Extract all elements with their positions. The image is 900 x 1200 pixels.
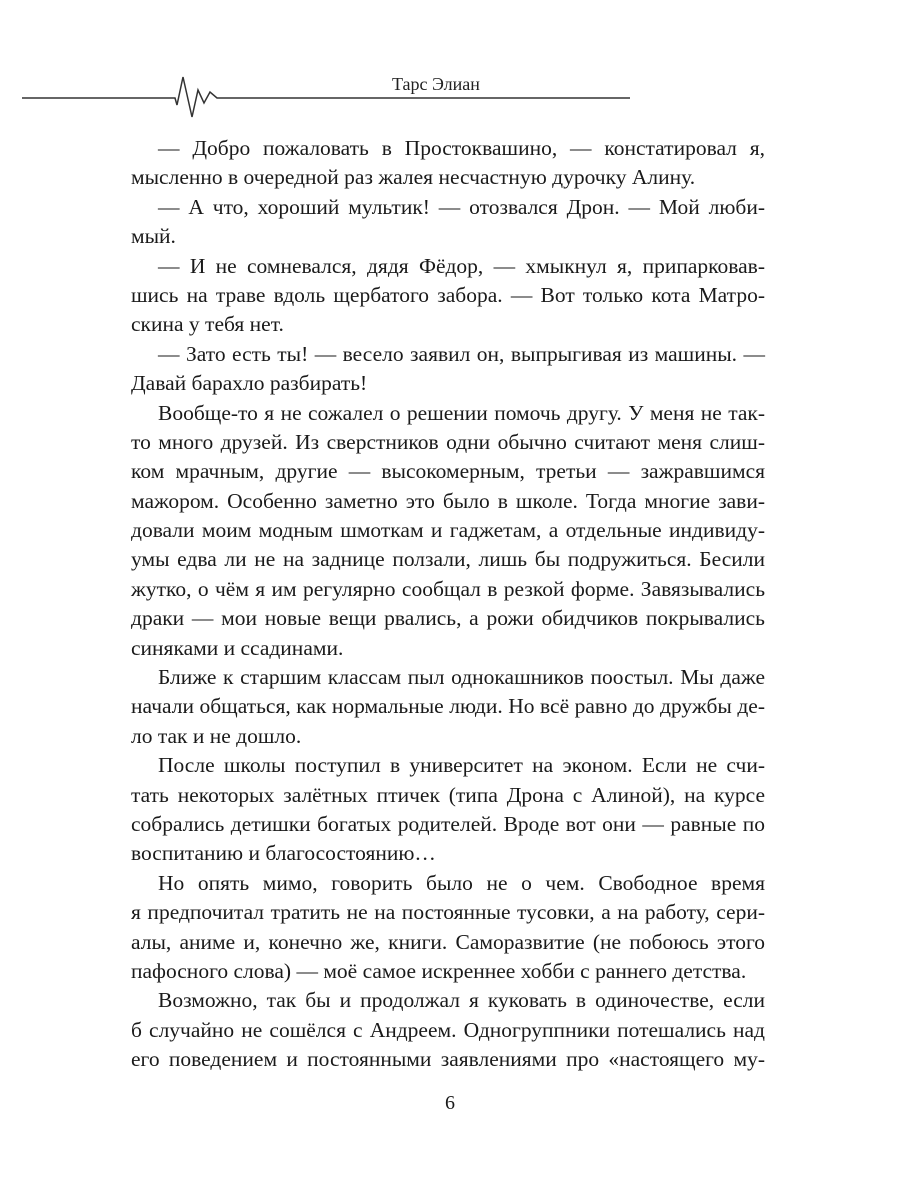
text-line: ком мрачным, другие — высокомерным, третьи — зажравшимся xyxy=(131,459,765,484)
text-line: жутко, о чём я им регулярно сообщал в резкой форме. Завязывались xyxy=(131,576,765,601)
text-line: начали общаться, как нормальные люди. Но всё равно до дружбы де- xyxy=(131,694,765,719)
text-line: его поведением и постоянными заявлениями про «настоящего му- xyxy=(131,1047,765,1072)
text-line: мысленно в очередной раз жалея несчастную дурочку Алину. xyxy=(131,165,696,190)
text-line: — А что, хороший мультик! — отозвался Дрон. — Мой люби- xyxy=(158,194,765,219)
text-line: воспитанию и благосостоянию… xyxy=(131,841,436,866)
running-head-author: Тарс Элиан xyxy=(392,74,480,94)
text-line: — Добро пожаловать в Простоквашино, — констатировал я, xyxy=(158,136,765,160)
page-number: 6 xyxy=(445,1092,455,1114)
text-line: алы, аниме и, конечно же, книги. Саморазвитие (не побоюсь этого xyxy=(131,929,765,954)
text-line: скина у тебя нет. xyxy=(131,312,284,337)
text-line: Ближе к старшим классам пыл однокашников поостыл. Мы даже xyxy=(158,665,765,690)
text-line: умы едва ли не на заднице ползали, лишь бы подружиться. Бесили xyxy=(131,547,765,572)
text-line: драки — мои новые вещи рвались, а рожи обидчиков покрывались xyxy=(131,606,765,631)
text-line: Вообще-то я не сожалел о решении помочь другу. У меня не так- xyxy=(158,400,765,425)
text-line: шись на траве вдоль щербатого забора. — Вот только кота Матро- xyxy=(131,282,765,307)
text-line: б случайно не сошёлся с Андреем. Одногруппники потешались над xyxy=(131,1017,765,1042)
text-line: тать некоторых залётных птичек (типа Дрона с Алиной), на курсе xyxy=(131,782,765,807)
heartbeat-rule-ornament xyxy=(0,60,650,120)
text-line: — И не сомневался, дядя Фёдор, — хмыкнул я, припарковав- xyxy=(158,253,765,278)
text-line: я предпочитал тратить не на постоянные тусовки, а на работу, сери- xyxy=(131,900,765,925)
body-text xyxy=(131,134,765,1075)
text-line: собрались детишки богатых родителей. Вроде вот они — равные по xyxy=(131,811,765,836)
text-line: синяками и ссадинами. xyxy=(131,635,344,660)
text-line: После школы поступил в университет на эконом. Если не счи- xyxy=(158,753,765,778)
text-line: то много друзей. Из сверстников одни обычно считают меня слиш- xyxy=(131,429,765,454)
text-line: мажором. Особенно заметно это было в школе. Тогда многие зави- xyxy=(131,488,765,513)
text-line: пафосного слова) — моё самое искреннее хобби с раннего детства. xyxy=(131,958,747,983)
text-line: Возможно, так бы и продолжал я куковать в одиночестве, если xyxy=(158,988,765,1013)
text-line: ло так и не дошло. xyxy=(131,723,302,748)
text-line: Давай барахло разбирать! xyxy=(131,371,368,396)
text-line: Но опять мимо, говорить было не о чем. Свободное время xyxy=(158,870,765,895)
text-line: довали моим модным шмоткам и гаджетам, а отдельные индивиду- xyxy=(131,518,765,543)
text-line: мый. xyxy=(131,224,176,249)
text-line: — Зато есть ты! — весело заявил он, выпрыгивая из машины. — xyxy=(158,341,765,366)
